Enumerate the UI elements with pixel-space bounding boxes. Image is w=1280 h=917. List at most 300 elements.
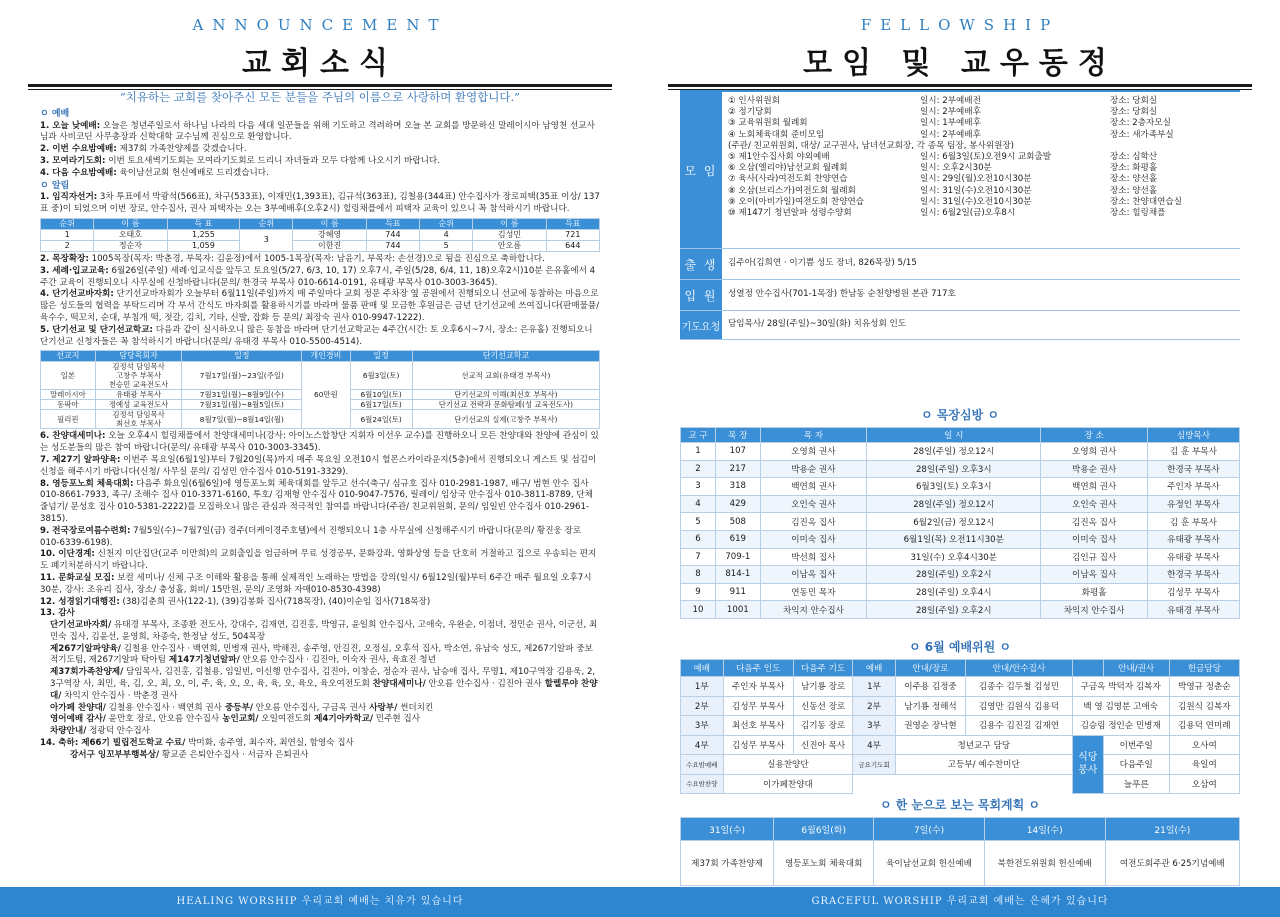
notice-item (40, 121, 600, 145)
vote-header: 이 름 (293, 218, 366, 229)
visit-cell: 한경국 부목사 (1147, 566, 1239, 584)
visit-cell: 28일(주일) 오후4시 (867, 583, 1041, 601)
meeting-name: ⑧ 오삼(브리스가)여전도회 월례회 (728, 185, 856, 196)
item-text: 신천지 이단집단(교주 이만희)의 교회출입을 엄금하며 무료 성경공부, 문화강좌, 영화상영 등을 단호히 거절하고 집으로 우송되는 편지도 폐기처분하시기 바랍니다. (40, 549, 597, 572)
meeting-row (680, 92, 1240, 249)
plan-header: 7일(수) (874, 818, 985, 841)
visit-cell: 1 (681, 443, 716, 461)
visit-cell: 1001 (715, 601, 760, 619)
meeting-time (1014, 141, 1204, 152)
meeting-place: 장소: 양선홀 (1110, 185, 1158, 196)
meeting-place: 장소: 당회실 (1110, 96, 1158, 106)
worship-list (40, 121, 600, 180)
item-label: 1. 오늘 낮예배: (40, 120, 101, 131)
item-label: 4. 다음 수요밤예배: (40, 167, 117, 178)
mission-cell: 6월3일(토) (350, 362, 412, 390)
mission-cell: 7월31일(월)~8월5일(토) (182, 400, 302, 410)
section-worship: ㅇ 예배 (40, 108, 70, 119)
title-rule (28, 84, 612, 87)
visit-cell: 28일(주일) 오후2시 (867, 601, 1041, 619)
thanks-key: 제4기아카학교/ (311, 714, 374, 725)
meeting-place: 장소: 힐링채플 (1110, 208, 1166, 219)
visit-cell: 8 (681, 566, 716, 584)
notice-item (40, 266, 600, 290)
visit-header: 장 소 (1041, 428, 1147, 443)
item-text: 다음주 화요일(6월6일)에 영등포노회 체육대회를 앞두고 선수(축구/ 심규호 집사 010-2981-1987, 배구/ 범현 안수 집사 010-8661-7933, 족구/ 조해수 집사 010-3371-6160, 투호/ 김재형 안수집사 010-9047-7576, 릴레이/ 임상국 안수집사 010-3811-8789, 단체줄넘기/ 문성호 집사 010-5381-2222)를 모집하오니 많은 관심과 적극적인 참여를 바랍니다(주관/ 친교위원회, 문의/ 임일빈 안수집사 010-2961-3815). (40, 478, 593, 524)
prayer-row (680, 311, 1240, 340)
worship-cell: 남기룡 정해석 (895, 696, 965, 716)
meeting-place: 장소: 양선홀 (1110, 174, 1158, 185)
vote-cell: 5 (420, 240, 473, 251)
thanks-value: 정광덕 안수집사 (86, 726, 150, 737)
visit-cell: 429 (715, 495, 760, 513)
thanks-key: 제37회가족찬양제/ (50, 667, 124, 678)
visit-cell: 31일(수) 오후4시30분 (867, 548, 1041, 566)
item-label: 2. 이번 수요밤예배: (40, 144, 117, 155)
worship-header: 다음주 기도 (793, 660, 852, 677)
notice-item (40, 526, 600, 550)
meeting-item (728, 174, 1234, 185)
visit-cell: 오영희 권사 (1041, 443, 1147, 461)
item-text: 이번주 목요일(6월1일)부터 7월20일(목)까지 매주 목요일 오전10시 헐몬스카이라운지(5층)에서 진행되오니 게스트 및 섬김이 신청을 해주시기 바랍니다(신청/ 사무실 문의/ 김성민 안수집사 010-5191-3329). (40, 454, 597, 477)
thanks-key: 제267기알파양육/ (50, 643, 121, 654)
item-label: 8. 영등포노회 체육대회: (40, 478, 134, 489)
worship-cell: 김성무 부목사 (723, 696, 793, 716)
item-text: 보컬 세미나/ 신체 구조 이해와 활용을 통해 실제적인 노래하는 방법을 강의(일시/ 6월12일(월)부터 6주간 매주 월요일 오후7시30분, 강사: 조유리 집사, 장소/ 충성홀, 회비/ 15만원, 문의/ 조영화 자매010-8530-4398) (40, 572, 592, 595)
visit-cell: 유태경 부목사 (1147, 601, 1239, 619)
congrats-list (40, 738, 600, 762)
visit-header: 교 구 (681, 428, 716, 443)
mission-table (40, 350, 600, 429)
worship-cell: 김영만 김원식 김용덕 (966, 696, 1073, 716)
vote-cell: 1 (41, 229, 94, 240)
meeting-place: 장소: 당회실 (1110, 107, 1158, 118)
visit-cell: 5 (681, 513, 716, 531)
worship-cell: 김용수 김진길 김재연 (966, 716, 1073, 736)
meeting-time: 일시: 2부예배전 (920, 96, 981, 106)
mission-header: 일정 (350, 351, 412, 362)
notice-item: 1. 임직자선거: 3차 투표에서 박광석(566표), 차구(533표), 이재민(1,393표), 김규석(363표), 김철용(344표) 안수집사가 장로피택(35표 이상/ 137표 중)이 되었으며 이번 장로, 안수집사, 권사 피택자는 오는 3부예배후(오후2시) 힐링채플에서 피택자 교육이 있으니 꼭 참석하시기 바랍니다. (40, 192, 600, 215)
meeting-time: 일시: 31일(수)오전10시30분 (920, 185, 1032, 196)
vote-header: 이 름 (94, 218, 167, 229)
congrats-label: 14. 축하: (40, 738, 79, 749)
worship-header: 안내/권사 (1103, 660, 1169, 677)
vote-header: 득 표 (167, 218, 240, 229)
visit-cell: 김성무 부목사 (1147, 583, 1239, 601)
table-row: 4부 김성무 부목사 신진아 목사 4부 청년교구 담당 식당 봉사 이번주일 오사여 (681, 735, 1240, 755)
notice-item (40, 156, 600, 168)
item-label: 3. 모여라기도회: (40, 155, 106, 166)
plan-title: ㅇ 한 눈으로 보는 목회계획 ㅇ (880, 798, 1040, 812)
visit-cell: 7 (681, 548, 716, 566)
visit-cell: 이미숙 집사 (1041, 530, 1147, 548)
item-text: 6월26일(주일) 세례·입교식을 앞두고 토요일(5/27, 6/3, 10, 17) 오후7시, 주일(5/28, 6/4, 11, 18)오후2시)10분 은유홀에서 4주간 교육이 진행되오니 사무실에 신청바랍니다(문의/ 한경국 부목사 010-6614-0191, 유태광 부목사 010-3003-3645). (40, 265, 596, 288)
worship-cell: 2부 (853, 696, 896, 716)
vote-header: 득표 (546, 218, 599, 229)
mission-cell: 유태광 부목사 (95, 390, 182, 400)
thanks-line (50, 667, 600, 702)
thanks-line (50, 644, 600, 668)
plan-cell: 여전도회주관 6·25기념예배 (1105, 841, 1239, 886)
plan-cell: 육이남선교회 헌신예배 (874, 841, 985, 886)
worship-committee-table (680, 659, 1240, 794)
mission-cell: 김정석 담임목사 최선호 부목사 (95, 410, 182, 429)
congrats-key: 제66기 빌립전도학교 수료/ (78, 738, 186, 749)
table-row (681, 696, 1240, 716)
visit-cell: 6월2일(금) 정오12시 (867, 513, 1041, 531)
mission-cell: 8월7일(월)~8월14일(월) (182, 410, 302, 429)
visit-cell: 217 (715, 460, 760, 478)
thanks-value: 차익지 안수집사 · 박춘경 권사 (61, 690, 178, 701)
birth-text: 김주아(김희연 · 이기쁨 성도 장녀, 826목장) 5/15 (728, 258, 917, 269)
visit-header: 목 장 (715, 428, 760, 443)
visit-cell: 4 (681, 495, 716, 513)
thanks-line (50, 726, 600, 738)
meeting-item (728, 186, 1234, 197)
meeting-item (728, 163, 1234, 174)
table-row (681, 548, 1240, 566)
visit-cell: 오영희 권사 (760, 443, 866, 461)
visit-cell: 28일(주일) 정오12시 (867, 443, 1041, 461)
mission-header: 단기선교학교 (412, 351, 599, 362)
plan-header: 31일(수) (681, 818, 774, 841)
visit-cell: 유정인 부목사 (1147, 495, 1239, 513)
visit-cell: 814-1 (715, 566, 760, 584)
notice-item (40, 455, 600, 479)
item-text: 단기선교바자회가 오늘부터 6월11일(주일)까지 매 주일마다 교회 정문 주차장 옆 공원에서 진행되오니 선교에 동참하는 마음으로 많은 성도들의 협력을 부탁드리며 각 부서 간식도 바자회를 활용하시기를 바라며 물품 판매 및 모금한 후원금은 금년 단기선교에 쓰여집니다(판매물품/ 육수수, 떡꼬치, 순대, 부침개 떡, 젓갈, 김치, 기타, 신발, 잡화 등 문의/ 최장숙 권사 010-9947-1222). (40, 289, 600, 323)
visit-cell: 유태광 부목사 (1147, 548, 1239, 566)
title-rule (668, 84, 1252, 87)
notice-item (40, 479, 600, 526)
thanks-list (40, 620, 600, 738)
announcement-title: 교회소식 (242, 46, 398, 81)
meeting-name: ⑨ 오이(아비가일)여전도회 찬양연습 (728, 196, 865, 207)
mission-header: 일정 (182, 351, 302, 362)
worship-committee-title: ㅇ 6월 예배위원 ㅇ (908, 640, 1012, 654)
item-label: 10. 이단경계: (40, 549, 95, 560)
meeting-place: 장소: 새가족부실 (1110, 129, 1174, 140)
visit-header: 목 자 (760, 428, 866, 443)
visit-cell: 318 (715, 478, 760, 496)
worship-cell: 구금옥 박덕자 김복자 (1072, 677, 1169, 697)
meeting-time: 일시: 29일(월)오전10시30분 (920, 174, 1032, 185)
item-label: 3. 세례·입교교육: (40, 265, 109, 276)
fellowship-eng-title: FELLOWSHIP (860, 16, 1060, 34)
vote-header: 순위 (240, 218, 293, 229)
welcome-quote: “치유하는 교회를 찾아주신 모든 분들을 주님의 이름으로 사랑하며 환영합니다.” (119, 90, 521, 104)
table-row (681, 566, 1240, 584)
notice-item (40, 254, 600, 266)
meeting-item (728, 197, 1234, 208)
table-row (681, 601, 1240, 619)
vote-cell: 김성민 (473, 229, 546, 240)
thanks-line (50, 714, 600, 726)
worship-header: 예배 (853, 660, 896, 677)
visit-cell: 619 (715, 530, 760, 548)
thanks-value: 썬더치킨 (397, 702, 434, 713)
visit-cell: 911 (715, 583, 760, 601)
congrats-value: 황교준 은퇴안수집사 · 서금자 은퇴권사 (159, 749, 309, 760)
item-label: 4. 단기선교바자회: (40, 289, 114, 300)
meeting-label: 모 임 (680, 92, 722, 248)
mission-cell: 동팍아 (41, 400, 96, 410)
meeting-time: 일시: 6월2일(금)오후8시 (920, 208, 1016, 219)
item-label: 6. 찬양대세미나: (40, 431, 106, 442)
visit-cell: 박용순 권사 (1041, 460, 1147, 478)
meeting-time: 일시: 6월3일(토)오전9시 교회출발 (920, 152, 1052, 163)
thanks-value: 김철용 안수집사 · 백연희 권사 (105, 702, 222, 713)
table-row (681, 478, 1240, 496)
worship-cell: 주인자 부목사 (723, 677, 793, 697)
notice-item (40, 573, 600, 597)
visit-cell: 박선희 집사 (760, 548, 866, 566)
thanks-key: 단기선교바자회/ (50, 620, 112, 631)
meeting-name: ⑩ 제147기 청년알파 성령수양회 (728, 208, 852, 219)
visit-header: 일 시 (867, 428, 1041, 443)
vote-cell: 1,059 (167, 240, 240, 251)
mission-cell: 필리핀 (41, 410, 96, 429)
plan-cell: 북한전도위원회 헌신예배 (984, 841, 1105, 886)
visit-cell: 이남옥 집사 (1041, 566, 1147, 584)
thanks-value: 오일여전도회 (258, 714, 312, 725)
item-text: 오늘 오후4시 힐링채플에서 찬양대세미나(강사: 아이노스합창단 지휘자 이선우 교수)를 진행하오니 모든 찬양대와 찬양에 관심이 있는 성도분들의 많은 참여 바랍니다(문의/ 유태광 부목사 010-3003-3345). (40, 431, 599, 454)
vote-cell: 744 (366, 229, 419, 240)
meeting-time: 일시: 1부예배후 (920, 118, 981, 129)
worship-cell: 이주용 김정중 (895, 677, 965, 697)
item-text: 제37회 가족찬양제를 갖겠습니다. (116, 144, 247, 155)
footer-left: HEALING WORSHIP 우리교회 예배는 치유가 있습니다 (0, 887, 640, 917)
visit-cell: 김인규 집사 (1041, 548, 1147, 566)
vote-cell: 오태호 (94, 229, 167, 240)
visit-cell: 김진옥 집사 (760, 513, 866, 531)
meeting-place: 장소: 심학산 (1110, 152, 1158, 163)
mission-cell: 6월10일(토) (350, 390, 412, 400)
visit-cell: 6월3일(토) 오후3시 (867, 478, 1041, 496)
item-text: (38)김춘희 권사(122-1), (39)김봉화 집사(718목장), (40)이순임 집사(718목장) (119, 596, 431, 607)
item-text: 육이남선교회 헌신예배로 드리겠습니다. (116, 167, 269, 178)
vote-cell: 이한진 (293, 240, 366, 251)
worship-cell: 김승림 정인순 민병재 (1072, 716, 1169, 736)
notices-b (40, 431, 600, 608)
mission-cell: 말레이시아 (41, 390, 96, 400)
plan-header: 14일(수) (984, 818, 1105, 841)
worship-header-gap (1072, 660, 1103, 677)
table-row (681, 677, 1240, 697)
hospital-text: 성열정 안수집사(701-1목장) 한남동 순천향병원 본관 717호 (728, 289, 956, 300)
visit-header: 심방목사 (1147, 428, 1239, 443)
birth-row (680, 249, 1240, 280)
thanks-value: 안오름 안수집사, 구금옥 권사 (253, 702, 367, 713)
item-label: 5. 단기선교 및 단기선교학교: (40, 324, 153, 335)
worship-cell: 1부 (853, 677, 896, 697)
meeting-name: ② 정기당회 (728, 107, 772, 118)
table-row (681, 460, 1240, 478)
mission-cell: 일본 (41, 362, 96, 390)
visit-cell: 김 훈 부목사 (1147, 513, 1239, 531)
meeting-time: 일시: 오후2시30분 (920, 163, 992, 174)
visit-cell: 3 (681, 478, 716, 496)
visit-cell: 이미숙 집사 (760, 530, 866, 548)
worship-cell: 백 영 김영분 고애숙 (1072, 696, 1169, 716)
meeting-name: ⑥ 오삼(엘리야)남선교회 월례회 (728, 163, 848, 174)
thanks-value: 안오름 안수집사 · 김진아, 이숙자 권사, 육효진 청년 (239, 655, 436, 666)
visit-cell: 김 훈 부목사 (1147, 443, 1239, 461)
hospital-label: 입 원 (680, 280, 722, 310)
visit-cell: 박용순 권사 (760, 460, 866, 478)
mission-cell: 단기선교의 실제(고창주 부목사) (412, 410, 599, 429)
worship-header: 안내/장로 (895, 660, 965, 677)
vote-cell: 2 (41, 240, 94, 251)
vote-header: 이 름 (473, 218, 546, 229)
thanks-key: 중등부/ (221, 702, 254, 713)
thanks-key: 차량안내/ (50, 726, 87, 737)
notice-item (40, 168, 600, 180)
worship-header: 헌금담당 (1169, 660, 1239, 677)
table-row (681, 530, 1240, 548)
mission-cost: 60만원 (302, 362, 350, 429)
visit-cell: 차익지 안수집사 (1041, 601, 1147, 619)
visit-cell: 유태광 부목사 (1147, 530, 1239, 548)
plan-cell: 영등포노회 체육대회 (774, 841, 874, 886)
congrats-line (40, 750, 600, 762)
mission-header: 담당목회자 (95, 351, 182, 362)
mission-cell: 7월17일(월)~23일(주일) (182, 362, 302, 390)
thanks-value: 김철용 안수집사 · 백연희, 민병재 권사, 박해진, 송주영, 안길진, 오정심, 오후석 집사, 박소연, 유남숙 성도, 제267기알파 중보적기도팀, 제267기알파 탁아팀 (50, 643, 593, 666)
thanks-key: 제147기청년알파/ (165, 655, 240, 666)
plan-cell: 제37회 가족찬양제 (681, 841, 774, 886)
worship-cell: 최선호 부목사 (723, 716, 793, 736)
table-row (681, 513, 1240, 531)
worship-cell: 2부 (681, 696, 724, 716)
worship-cell: 3부 (681, 716, 724, 736)
worship-header: 다음주 인도 (723, 660, 793, 677)
visit-cell: 28일(주일) 정오12시 (867, 495, 1041, 513)
visit-cell: 백연희 권사 (760, 478, 866, 496)
table-row (681, 583, 1240, 601)
cafeteria-label: 식당 봉사 (1072, 735, 1103, 794)
thanks-value: 유태경 부목사, 조종환 전도사, 강대수, 김재연, 김진홍, 박영규, 윤일희 안수집사, 고애숙, 우완순, 이점녀, 정민순 권사, 이군선, 최민숙 집사, 김윤선, 윤영희, 차종숙, 한정남 성도, 504목장 (50, 620, 598, 642)
item-label: 2. 목장확장: (40, 253, 89, 264)
plan-table (680, 817, 1240, 886)
hospital-row (680, 280, 1240, 311)
visit-cell: 주인자 부목사 (1147, 478, 1239, 496)
table-row (41, 240, 600, 251)
visit-cell: 9 (681, 583, 716, 601)
thanks-value: 윤만호 장로, 안오름 안수집사 (105, 714, 220, 725)
notice-item (40, 289, 600, 324)
thanks-key: 할렐루야 찬양대/ (50, 679, 598, 701)
footer-right: GRACEFUL WORSHIP 우리교회 예배는 은혜가 있습니다 (640, 887, 1280, 917)
mission-cell: 선교적 교회(유태경 부목사) (412, 362, 599, 390)
meeting-time: 일시: 2부예배후 (920, 129, 981, 140)
worship-cell: 김기동 장로 (793, 716, 852, 736)
worship-cell: 김종수 김두철 김성민 (966, 677, 1073, 697)
item-text: 오늘은 청년주일로서 하나님 나라의 다음 세대 일꾼들을 위해 기도하고 격려하며 오늘 본 교회를 방문하신 말레이시아 남영천 선교사님과 사비코딘 사무총장과 신학대학 교수님께 진심으로 환영합니다. (40, 120, 595, 143)
worship-cell: 권영순 장낙현 (895, 716, 965, 736)
visit-cell: 508 (715, 513, 760, 531)
worship-cell: 남기룡 장로 (793, 677, 852, 697)
mission-cell: 7월31일(월)~8월9일(수) (182, 390, 302, 400)
plan-header: 21일(수) (1105, 818, 1239, 841)
meeting-name: ⑦ 육사(사라)여전도회 찬양연습 (728, 174, 848, 185)
table-row (681, 716, 1240, 736)
visit-cell: 오인숙 권사 (760, 495, 866, 513)
mission-cell: 6월24일(토) (350, 410, 412, 429)
vote-cell: 강혜영 (293, 229, 366, 240)
meeting-list (722, 92, 1240, 248)
meeting-time: 일시: 31일(수)오전10시30분 (920, 196, 1032, 207)
thanks-key: 영어예배 감사/ (50, 714, 106, 725)
meeting-place: 장소: 화평홀 (1110, 163, 1158, 174)
notice-item (40, 144, 600, 156)
vote-cell: 안오름 (473, 240, 546, 251)
vote-cell: 3 (240, 229, 293, 251)
meeting-item (728, 118, 1234, 129)
meeting-time: 일시: 2부예배후 (920, 107, 981, 118)
meeting-name: (주관/ 친교위원회, 대상/ 교구권사, 남녀선교회장, 각 종목 팀장, 봉사위원장) (728, 140, 1015, 151)
mission-cell: 단기선교의 이해(최선호 부목사) (412, 390, 599, 400)
visit-cell: 연동민 목자 (760, 583, 866, 601)
vote-header: 득표 (366, 218, 419, 229)
meeting-item (728, 96, 1234, 107)
worship-header: 예배 (681, 660, 724, 677)
visit-cell: 2 (681, 460, 716, 478)
mission-cell: 6월17일(토) (350, 400, 412, 410)
meeting-name: ① 인사위원회 (728, 96, 780, 106)
worship-header: 안내/안수집사 (966, 660, 1073, 677)
meeting-name: ③ 교육위원회 월례회 (728, 118, 808, 129)
plan-header: 6월6일(화) (774, 818, 874, 841)
visit-cell: 6월1일(목) 오전11시30분 (867, 530, 1041, 548)
item-label: 9. 전국장로여름수련회: (40, 525, 131, 536)
item-text: 이번 토요새벽기도회는 모여라기도회로 드리니 자녀들과 모두 다함께 나오시기 바랍니다. (105, 155, 440, 166)
worship-cell: 김원식 김복자 (1169, 696, 1239, 716)
table-row: 수요밤예배 실용찬양단 금요기도회 고등부/ 예수찬미단 다음주일 육일여 (681, 755, 1240, 775)
notice-item (40, 325, 600, 349)
worship-cell: 박영규 정춘순 (1169, 677, 1239, 697)
mission-header: 개인경비 (302, 351, 350, 362)
vote-cell: 1,255 (167, 229, 240, 240)
meeting-item (728, 208, 1234, 219)
visit-cell: 28일(주일) 오후2시 (867, 566, 1041, 584)
worship-cell: 김용덕 연미례 (1169, 716, 1239, 736)
thanks-key: 농인교회/ (219, 714, 259, 725)
worship-cell: 3부 (853, 716, 896, 736)
item-label: 11. 문화교실 모집: (40, 572, 115, 583)
thanks-value: 담임목사, 김진홍, 김철용, 임일빈, 이신행 안수집사, 김진아, 이창순, 정순자 권사, 남승애 집사, 무명1, 제10구역장 김용욱, 2, 3구역장 사, 최민, 육, 김, 오, 최, 오, 이, 주, 육, 오, 오, 육, 육, 오, 육오, 육오여전도회 (50, 667, 596, 690)
visit-cell: 10 (681, 601, 716, 619)
mission-cell: 단기선교 전략과 문화탐페(성 교육전도사) (412, 400, 599, 410)
visit-cell: 차익지 안수집사 (760, 601, 866, 619)
meeting-place (1204, 141, 1234, 152)
vote-cell: 744 (366, 240, 419, 251)
thanks-line (50, 703, 600, 715)
prayer-label: 기도요청 (680, 311, 722, 339)
visit-cell: 김진옥 집사 (1041, 513, 1147, 531)
meeting-item (728, 107, 1234, 118)
announcement-eng-title: ANNOUNCEMENT (192, 16, 448, 34)
notice-item (40, 431, 600, 455)
meeting-name: ④ 노회체육대회 준비모임 (728, 129, 825, 140)
fellowship-title: 모임 및 교우동정 (803, 46, 1117, 81)
meeting-place: 장소: 2층자모실 (1110, 118, 1171, 129)
thanks-label: 13. 감사 (40, 608, 75, 619)
item-label: 12. 성경읽기대행진: (40, 596, 120, 607)
congrats-key: 강서구 잉꼬부부행복상/ (70, 749, 160, 760)
thanks-key: 찬양대세미나/ (369, 679, 426, 690)
visit-cell: 화평홀 (1041, 583, 1147, 601)
worship-cell: 1부 (681, 677, 724, 697)
